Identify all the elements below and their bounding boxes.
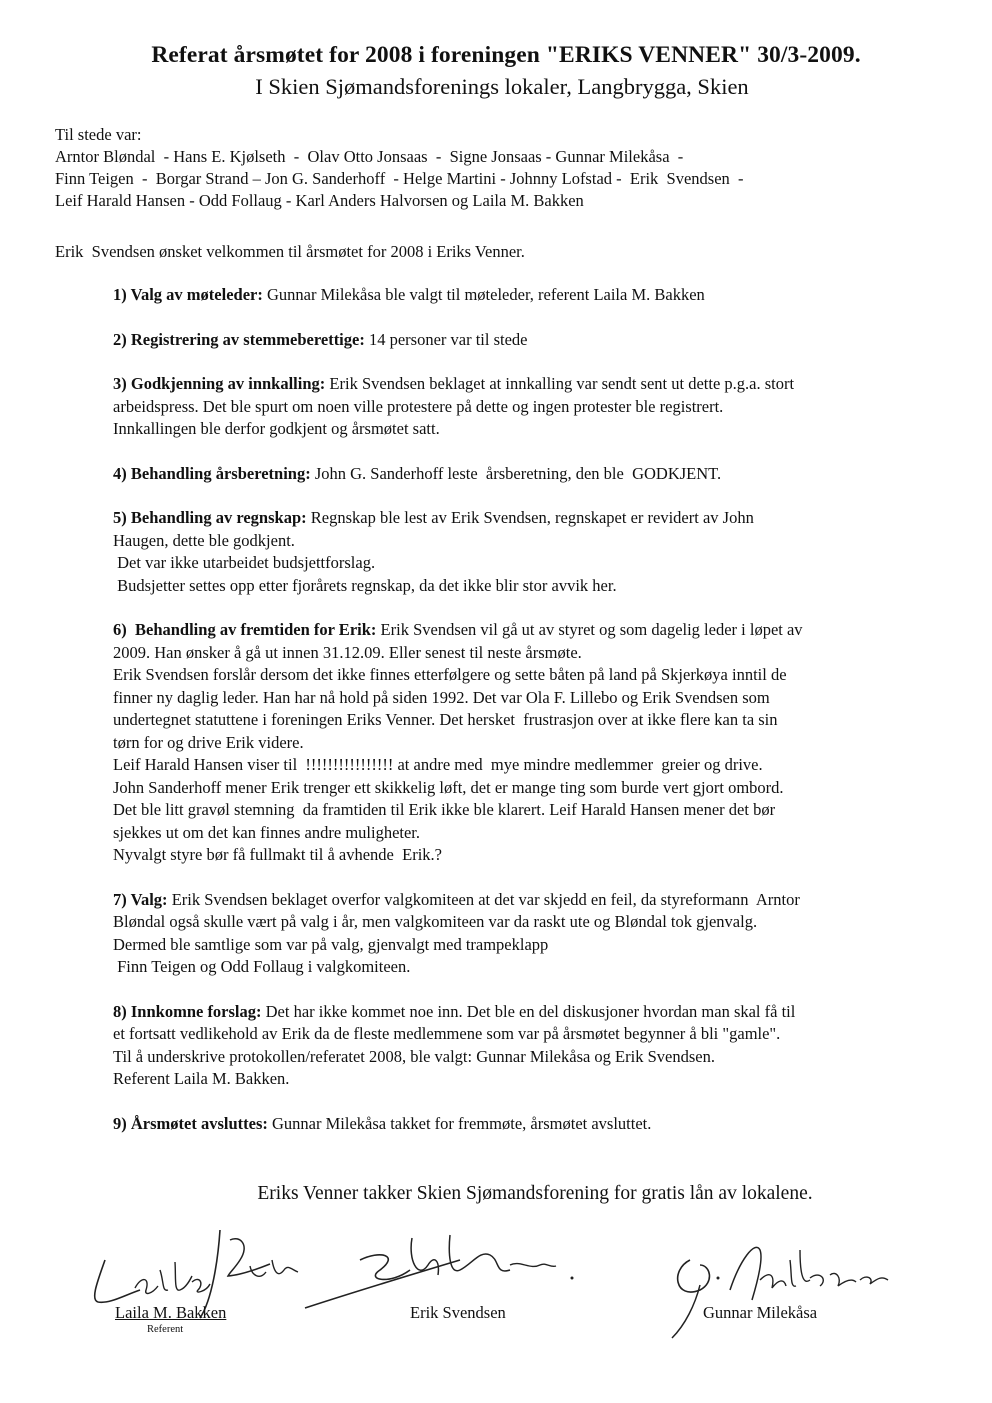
agenda-item-line: sjekkes ut om det kan finnes andre muligheter. xyxy=(113,822,421,842)
agenda-item-heading: 4) Behandling årsberetning: xyxy=(113,463,311,483)
agenda-item-heading: 3) Godkjenning av innkalling: xyxy=(113,374,326,393)
attendance-section xyxy=(55,124,744,212)
agenda-item-text: Gunnar Milekåsa takket for fremmøte, årsmøtet avsluttet. xyxy=(272,1113,652,1133)
agenda-item-heading: 6) Behandling av fremtiden for Erik: xyxy=(113,620,377,639)
agenda-item-heading: 9) Årsmøtet avsluttes: xyxy=(113,1113,268,1133)
agenda-item xyxy=(113,1001,963,1091)
agenda-item xyxy=(113,889,963,979)
agenda-item-line xyxy=(113,284,963,307)
agenda-item-line: John Sanderhoff mener Erik trenger ett skikkelig løft, det er mange ting som burde vert gjort ombord. xyxy=(113,777,784,797)
agenda-items xyxy=(113,284,963,1135)
welcome-text: Erik Svendsen ønsket velkommen til årsmøtet for 2008 i Eriks Venner. xyxy=(55,242,525,261)
agenda-item-line xyxy=(113,1001,963,1024)
signature-name: Gunnar Milekåsa xyxy=(703,1303,818,1322)
agenda-item xyxy=(113,1113,963,1136)
agenda-item-line: et fortsatt vedlikehold av Erik da de fleste medlemmene som var på årsmøtet begynner å bli "gamle". xyxy=(113,1024,781,1043)
agenda-item-line: tørn for og drive Erik videre. xyxy=(113,732,304,752)
signature-name: Erik Svendsen xyxy=(410,1303,506,1322)
agenda-item-line xyxy=(113,889,963,912)
agenda-item-heading: 8) Innkomne forslag: xyxy=(113,1001,262,1021)
agenda-item-line: undertegnet statuttene i foreningen Eriks Venner. Det hersket frustrasjon over at ikke flere kan ta sin xyxy=(113,710,778,729)
agenda-item xyxy=(113,507,963,597)
agenda-item-text: 14 personer var til stede xyxy=(368,329,528,349)
agenda-item xyxy=(113,373,963,441)
agenda-item-text: Regnskap ble lest av Erik Svendsen, regnskapet er revidert av John xyxy=(310,508,754,527)
document-subtitle: I Skien Sjømandsforenings lokaler, Langbrygga, Skien xyxy=(255,74,749,99)
agenda-item-line: Det var ikke utarbeidet budsjettforslag. xyxy=(113,553,376,572)
agenda-item-line: Nyvalgt styre bør få fullmakt til å avhende Erik.? xyxy=(113,845,442,864)
agenda-item-line xyxy=(113,507,963,530)
agenda-item-text: Erik Svendsen beklaget overfor valgkomiteen at det var skjedd en feil, da styreformann Arntor xyxy=(171,889,800,909)
attendance-line: Finn Teigen - Borgar Strand – Jon G. Sanderhoff - Helge Martini - Johnny Lofstad - Erik Svendsen - xyxy=(55,169,744,188)
agenda-item-line xyxy=(113,463,963,486)
agenda-item-line: Til å underskrive protokollen/referatet 2008, ble valgt: Gunnar Milekåsa og Erik Svendsen. xyxy=(113,1046,715,1066)
signature-role: Referent xyxy=(147,1324,184,1335)
agenda-item xyxy=(113,463,963,486)
agenda-item-heading: 2) Registrering av stemmeberettige: xyxy=(113,329,365,349)
document-title: Referat årsmøtet for 2008 i foreningen "ERIKS VENNER" 30/3-2009. xyxy=(151,42,861,68)
agenda-item-line xyxy=(113,1113,963,1136)
agenda-item-line: Bløndal også skulle vært på valg i år, men valgkomiteen var da raskt ute og Bløndal tok gjenvalg. xyxy=(113,912,758,931)
agenda-item-text: Erik Svendsen beklaget at innkalling var sendt sent ut dette p.g.a. stort xyxy=(329,374,795,393)
attendance-label: Til stede var: xyxy=(55,125,142,144)
agenda-item-line: Budsjetter settes opp etter fjorårets regnskap, da det ikke blir stor avvik her. xyxy=(113,575,617,595)
agenda-item-heading: 5) Behandling av regnskap: xyxy=(113,508,307,527)
signature-name: Laila M. Bakken xyxy=(115,1303,227,1322)
agenda-item-line: Leif Harald Hansen viser til !!!!!!!!!!!!!!!! at andre med mye mindre medlemmer greier og drive. xyxy=(113,755,763,774)
agenda-item-line xyxy=(113,619,963,642)
agenda-item xyxy=(113,284,963,307)
agenda-item-text: John G. Sanderhoff leste årsberetning, den ble GODKJENT. xyxy=(314,463,722,483)
agenda-item-line: Erik Svendsen forslår dersom det ikke finnes etterfølgere og sette båten på land på Skjerkøya inntil de xyxy=(113,665,787,684)
agenda-item-line: Haugen, dette ble godkjent. xyxy=(113,530,295,550)
agenda-item-text: Det har ikke kommet noe inn. Det ble en del diskusjoner hvordan man skal få til xyxy=(265,1001,796,1021)
agenda-item-heading: 1) Valg av møteleder: xyxy=(113,285,263,304)
signature-area xyxy=(0,1220,992,1340)
agenda-item-line: arbeidspress. Det ble spurt om noen ville protestere på dette og ingen protester ble registrert. xyxy=(113,396,724,416)
agenda-item-line: Finn Teigen og Odd Follaug i valgkomiteen. xyxy=(113,957,411,976)
agenda-item xyxy=(113,329,963,352)
agenda-item-heading: 7) Valg: xyxy=(113,889,168,909)
agenda-item-line: 2009. Han ønsker å gå ut innen 31.12.09. Eller senest til neste årsmøte. xyxy=(113,642,582,662)
agenda-item-line: Dermed ble samtlige som var på valg, gjenvalgt med trampeklapp xyxy=(113,934,549,954)
agenda-item-line xyxy=(113,329,963,352)
agenda-item xyxy=(113,619,963,867)
attendance-line: Arntor Bløndal - Hans E. Kjølseth - Olav Otto Jonsaas - Signe Jonsaas - Gunnar Milekåsa - xyxy=(55,147,684,166)
attendance-line: Leif Harald Hansen - Odd Follaug - Karl Anders Halvorsen og Laila M. Bakken xyxy=(55,191,584,210)
agenda-item-line: Innkallingen ble derfor godkjent og årsmøtet satt. xyxy=(113,419,440,438)
agenda-item-line: Referent Laila M. Bakken. xyxy=(113,1069,290,1088)
agenda-item-line: finner ny daglig leder. Han har nå hold på siden 1992. Det var Ola F. Lillebo og Erik Svendsen som xyxy=(113,687,770,707)
agenda-item-text: Gunnar Milekåsa ble valgt til møteleder, referent Laila M. Bakken xyxy=(266,285,705,304)
agenda-item-line: Det ble litt gravøl stemning da framtiden til Erik ikke ble klarert. Leif Harald Hansen mener det bør xyxy=(113,800,776,819)
thanks-text: Eriks Venner takker Skien Sjømandsforening for gratis lån av lokalene. xyxy=(257,1183,813,1204)
agenda-item-line xyxy=(113,373,963,396)
agenda-item-text: Erik Svendsen vil gå ut av styret og som dagelig leder i løpet av xyxy=(380,620,803,639)
